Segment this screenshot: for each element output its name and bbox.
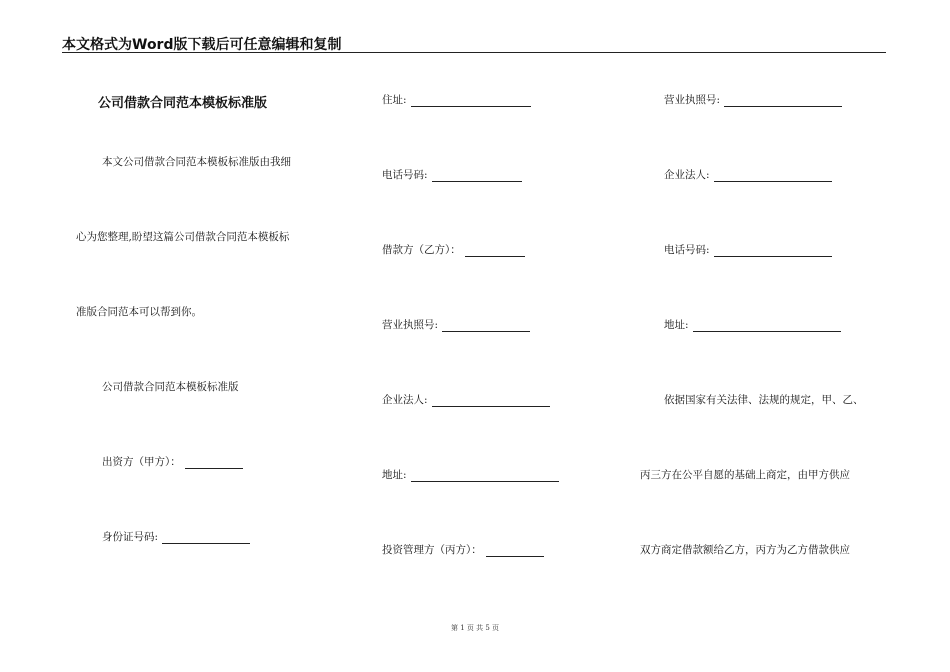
address3-blank — [693, 320, 841, 332]
terms-line-2: 丙三方在公平自愿的基础上商定，由甲方供应 — [640, 469, 850, 481]
license3-label: 营业执照号: — [664, 94, 721, 106]
address2-label: 地址: — [382, 469, 407, 481]
intro-line-2: 心为您整理,盼望这篇公司借款合同范本模板标 — [76, 231, 290, 243]
business-license-blank — [442, 320, 530, 332]
phone3-field — [664, 243, 832, 257]
address-blank — [411, 95, 531, 107]
investor-label: 投资管理方（丙方）： — [382, 544, 482, 556]
address2-blank — [411, 470, 559, 482]
license3-field — [664, 93, 842, 107]
address3-label: 地址: — [664, 319, 689, 331]
id-number-blank — [162, 532, 250, 544]
license3-blank — [724, 95, 842, 107]
page-number: 第 1 页 共 5 页 — [450, 624, 500, 632]
document-title: 公司借款合同范本模板标准版 — [98, 96, 268, 111]
intro-line-3: 准版合同范本可以帮到你。 — [76, 306, 202, 318]
phone-blank — [432, 170, 522, 182]
header-rule — [62, 52, 886, 53]
business-license-field — [382, 318, 530, 332]
terms-line-1: 依据国家有关法律、法规的规定，甲、乙、 — [664, 394, 864, 406]
investor-blank — [486, 545, 544, 557]
legal-person-blank — [432, 395, 550, 407]
phone3-blank — [714, 245, 832, 257]
legal3-blank — [714, 170, 832, 182]
legal-person-field — [382, 393, 550, 407]
address3-field — [664, 318, 841, 332]
lender-field — [102, 455, 243, 469]
address-field — [382, 93, 531, 107]
terms-line-3: 双方商定借款额给乙方，丙方为乙方借款供应 — [640, 544, 850, 556]
phone-field — [382, 168, 522, 182]
id-number-label: 身份证号码: — [102, 531, 159, 543]
phone-label: 电话号码: — [382, 169, 428, 181]
intro-line-1: 本文公司借款合同范本模板标准版由我细 — [102, 156, 291, 168]
contract-subtitle: 公司借款合同范本模板标准版 — [102, 381, 239, 393]
borrower-label: 借款方（乙方）： — [382, 244, 461, 256]
id-number-field — [102, 530, 250, 544]
document-header: 本文格式为Word版下载后可任意编辑和复制 — [62, 37, 342, 53]
legal3-label: 企业法人: — [664, 169, 710, 181]
investor-field — [382, 543, 544, 557]
business-license-label: 营业执照号: — [382, 319, 439, 331]
borrower-field — [382, 243, 525, 257]
borrower-blank — [465, 245, 525, 257]
address2-field — [382, 468, 559, 482]
phone3-label: 电话号码: — [664, 244, 710, 256]
address-label: 住址: — [382, 94, 407, 106]
lender-blank — [185, 457, 243, 469]
legal-person-label: 企业法人: — [382, 394, 428, 406]
lender-label: 出资方（甲方）： — [102, 456, 181, 468]
legal3-field — [664, 168, 832, 182]
